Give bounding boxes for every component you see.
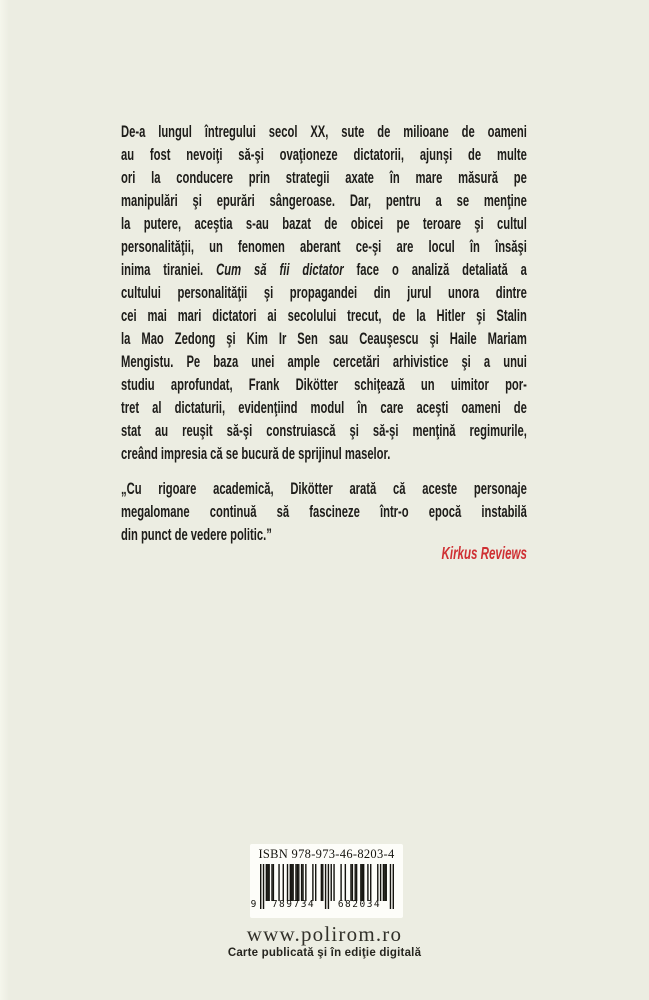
text-line: „Cu rigoare academică, Dikötter arată că aceste personaje — [121, 479, 527, 498]
text-line: creând impresia că se bucură de sprijinul maselor. — [121, 444, 391, 463]
barcode-digits-left: 789734 — [271, 899, 316, 910]
review-attribution: Kirkus Reviews — [441, 543, 527, 563]
text-line: De-a lungul întregului secol XX, sute de milioane de oameni — [121, 122, 527, 141]
text-line: din punct de vedere politic.” — [121, 525, 272, 544]
text-line: inima tiraniei. Cum să fii dictator face o analiză detaliată a — [121, 260, 527, 279]
text-line: stat au reuşit să-şi construiască şi să-şi menţină regimurile, — [121, 421, 527, 440]
text-line: personalităţii, un fenomen aberant ce-şi are locul în însăşi — [121, 237, 527, 256]
text-line: studiu aprofundat, Frank Dikötter schiţează un uimitor por- — [121, 375, 527, 394]
spine-edge-highlight — [0, 0, 9, 1000]
isbn-label: ISBN 978-973-46-8203-4 — [258, 847, 395, 861]
text-line: megalomane continuă să fascineze într-o epocă instabilă — [121, 502, 527, 521]
review-quote — [121, 477, 527, 565]
text-line: Mengistu. Pe baza unei ample cercetări arhivistice şi a unui — [121, 352, 527, 371]
text-line: ori la conducere prin strategii axate în mare măsură pe — [121, 168, 527, 187]
review-quote-lines — [121, 477, 527, 546]
text-line: tret al dictaturii, evidenţiind modul în care aceşti oameni de — [121, 398, 527, 417]
text-line: au fost nevoiţi să-şi ovaţioneze dictatorii, ajunşi de multe — [121, 145, 527, 164]
text-line: cultului personalităţii şi propagandei din jurul unora dintre — [121, 283, 527, 302]
text-line: la putere, aceştia s-au bazat de obicei pe teroare şi cultul — [121, 214, 527, 233]
barcode-digits-right: 682034 — [337, 899, 382, 910]
text-line: la Mao Zedong şi Kim Ir Sen sau Ceauşescu şi Haile Mariam — [121, 329, 527, 348]
barcode-digit-first: 9 — [250, 899, 257, 910]
digital-edition-note: Carte publicată şi în ediţie digitală — [227, 947, 422, 959]
synopsis-text — [121, 120, 527, 465]
isbn-barcode-box — [250, 844, 403, 918]
text-line: cei mai mari dictatori ai secolului trecut, de la Hitler şi Stalin — [121, 306, 527, 325]
text-line: manipulări şi epurări sângeroase. Dar, pentru a se menţine — [121, 191, 527, 210]
synopsis-lines — [121, 120, 527, 465]
barcode-bars — [250, 864, 394, 910]
publisher-website: www.polirom.ro — [246, 922, 403, 946]
